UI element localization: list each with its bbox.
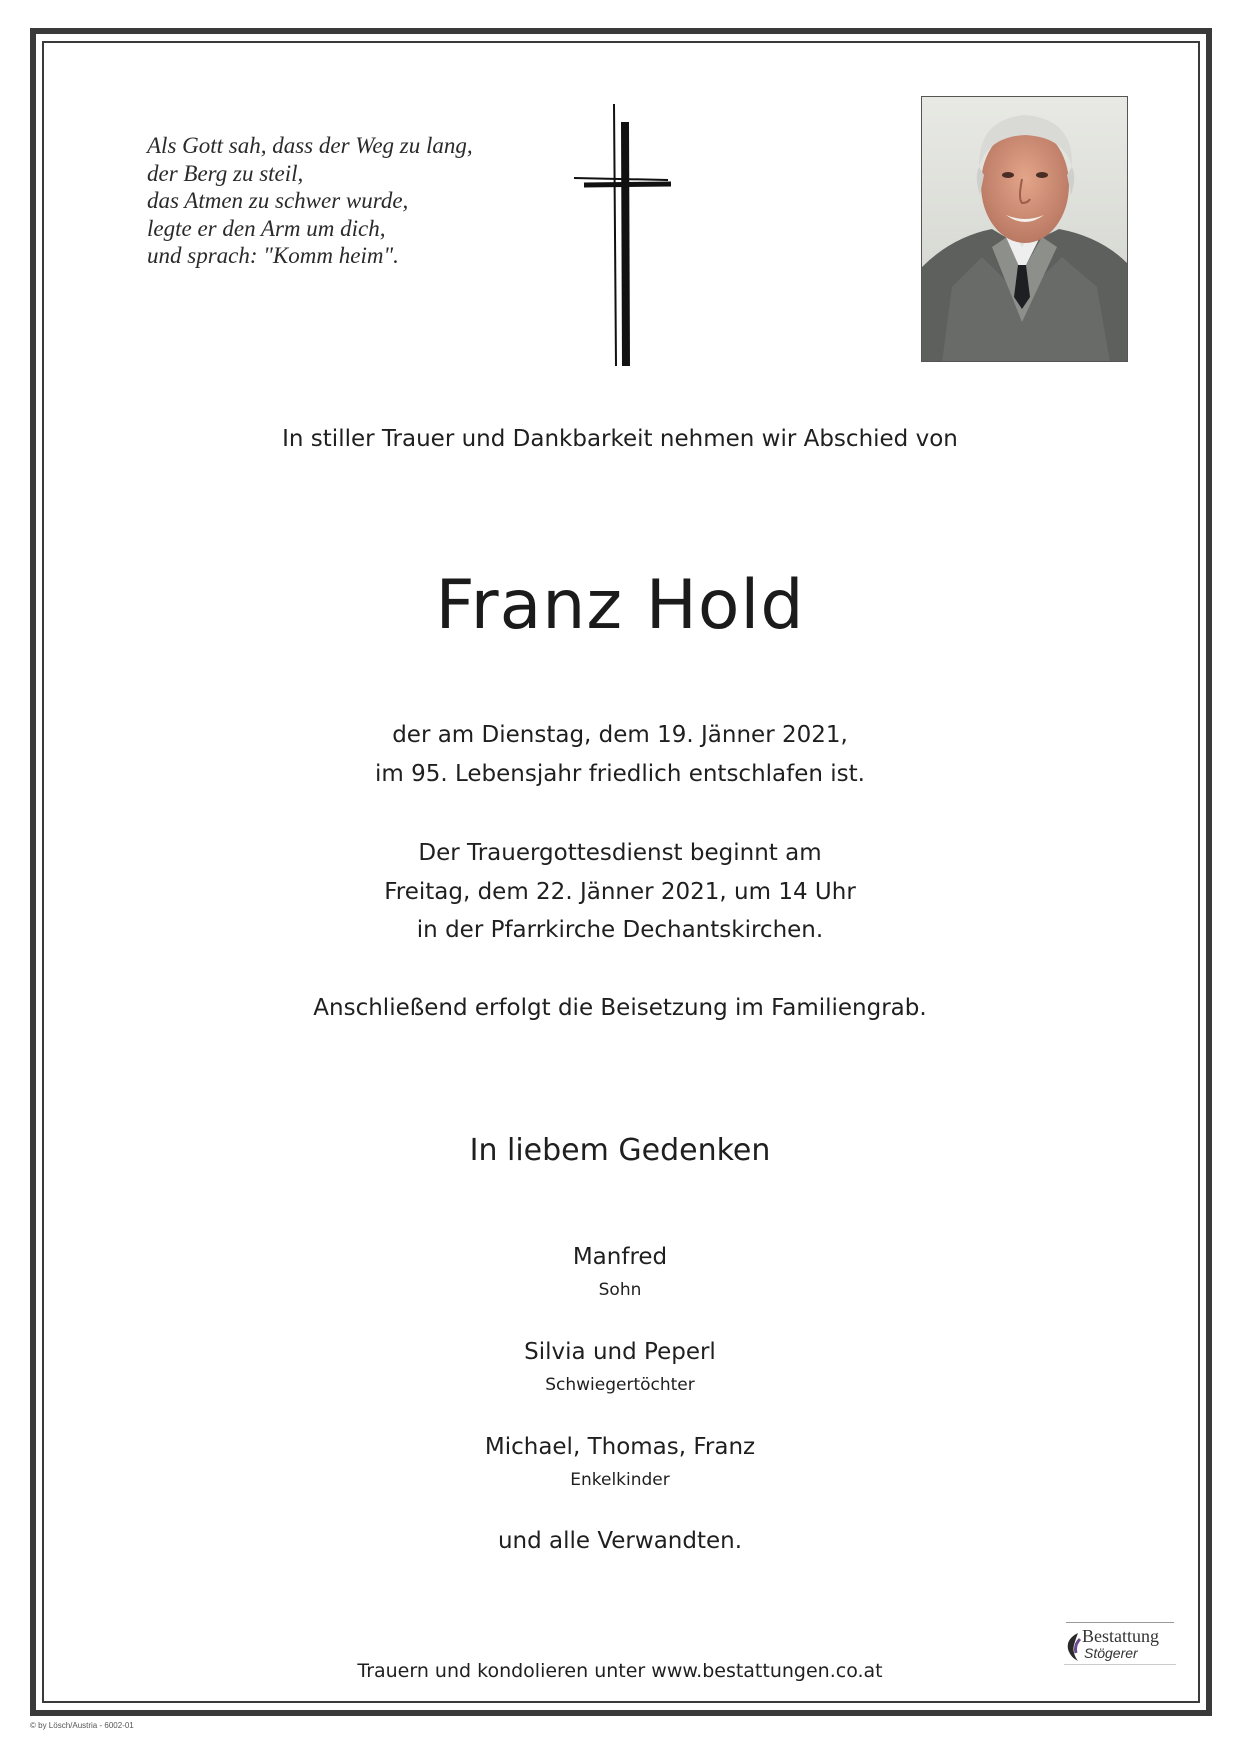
closing-text: und alle Verwandten. — [497, 1528, 743, 1554]
cross-icon — [572, 104, 672, 366]
funeral-home-logo — [1064, 1622, 1176, 1670]
relative-role: Enkelkinder — [570, 1470, 670, 1490]
logo-tagline-rule — [1064, 1664, 1176, 1665]
poem-line: und sprach: "Komm heim". — [147, 243, 399, 268]
footer-condolence-text: Trauern und kondolieren unter www.bestattungen.co.at — [357, 1660, 883, 1682]
death-info-line: im 95. Lebensjahr friedlich entschlafen ist. — [375, 760, 865, 787]
logo-subtitle: Stögerer — [1084, 1645, 1138, 1661]
death-info-line: der am Dienstag, dem 19. Jänner 2021, — [392, 722, 848, 748]
portrait-photo — [921, 96, 1128, 362]
poem-line: Als Gott sah, dass der Weg zu lang, — [147, 133, 473, 158]
poem — [147, 132, 473, 270]
service-line: Der Trauergottesdienst beginnt am — [418, 840, 822, 866]
relative-name: Manfred — [572, 1244, 668, 1270]
relative-name: Michael, Thomas, Franz — [484, 1434, 756, 1460]
relative-role: Schwiegertöchter — [545, 1375, 695, 1395]
death-info — [0, 716, 1240, 793]
copyright-note: © by Lösch/Austria - 6002-01 — [30, 1721, 134, 1730]
poem-line: legte er den Arm um dich, — [147, 215, 386, 241]
relative-role: Sohn — [598, 1280, 642, 1300]
logo-mark-icon — [1064, 1631, 1082, 1663]
burial-info: Anschließend erfolgt die Beisetzung im Familiengrab. — [313, 995, 927, 1021]
relative-name: Silvia und Peperl — [524, 1339, 716, 1365]
memory-heading: In liebem Gedenken — [469, 1133, 771, 1168]
deceased-name: Franz Hold — [435, 566, 805, 645]
service-info — [0, 834, 1240, 950]
service-line: Freitag, dem 22. Jänner 2021, um 14 Uhr — [384, 878, 856, 905]
intro-text: In stiller Trauer und Dankbarkeit nehmen wir Abschied von — [282, 426, 958, 452]
service-line: in der Pfarrkirche Dechantskirchen. — [416, 917, 824, 943]
poem-line: das Atmen zu schwer wurde, — [147, 188, 409, 213]
logo-title: Bestattung — [1082, 1626, 1159, 1646]
poem-line: der Berg zu steil, — [147, 160, 304, 186]
logo-divider — [1066, 1622, 1174, 1623]
